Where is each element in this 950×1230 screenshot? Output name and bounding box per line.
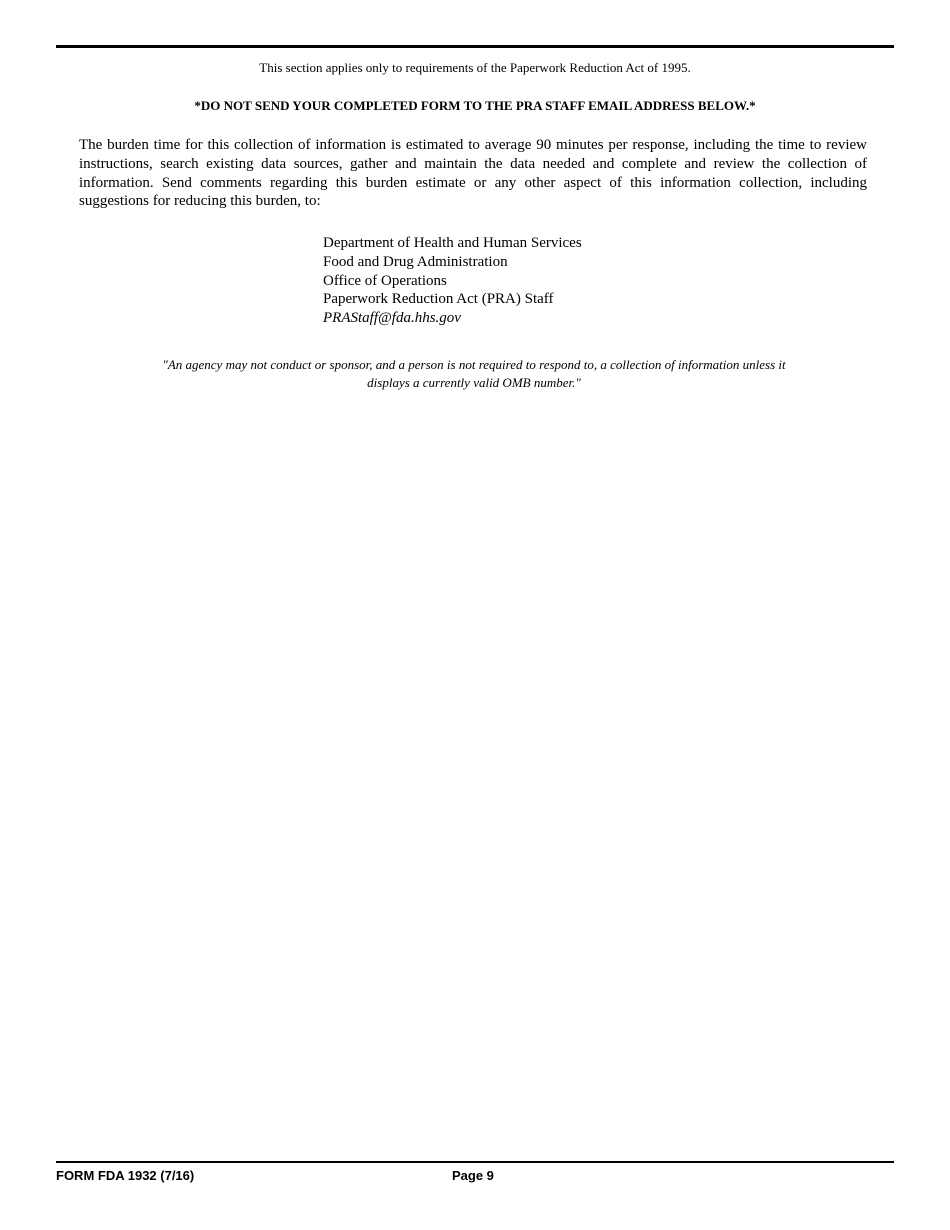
address-line: Department of Health and Human Services	[323, 235, 582, 251]
email-address: PRAStaff@fda.hhs.gov	[323, 310, 461, 327]
address-line: Food and Drug Administration	[323, 253, 508, 270]
mailing-address	[323, 234, 582, 328]
omb-statement: "An agency may not conduct or sponsor, and a person is not required to respond to, a collection of information unless it displays a currently valid OMB number."	[162, 357, 786, 390]
footer-rule	[56, 1161, 894, 1163]
warning-text: *DO NOT SEND YOUR COMPLETED FORM TO THE PRA STAFF EMAIL ADDRESS BELOW.*	[194, 98, 756, 113]
address-line: Paperwork Reduction Act (PRA) Staff	[323, 291, 554, 308]
scope-text: This section applies only to requirements of the Paperwork Reduction Act of 1995.	[259, 60, 691, 75]
form-id: FORM FDA 1932 (7/16)	[56, 1168, 195, 1183]
burden-paragraph: The burden time for this collection of information is estimated to average 90 minutes per response, including the time to review instructions, search existing data sources, gather and maintain the data needed and complete and review the collection of information. Send comments regarding this burden estimate or any other aspect of this information collection, including suggestions for reducing this burden, to:	[79, 137, 867, 210]
top-rule	[56, 45, 894, 48]
page-number: Page 9	[452, 1168, 494, 1183]
address-line: Office of Operations	[323, 272, 447, 289]
